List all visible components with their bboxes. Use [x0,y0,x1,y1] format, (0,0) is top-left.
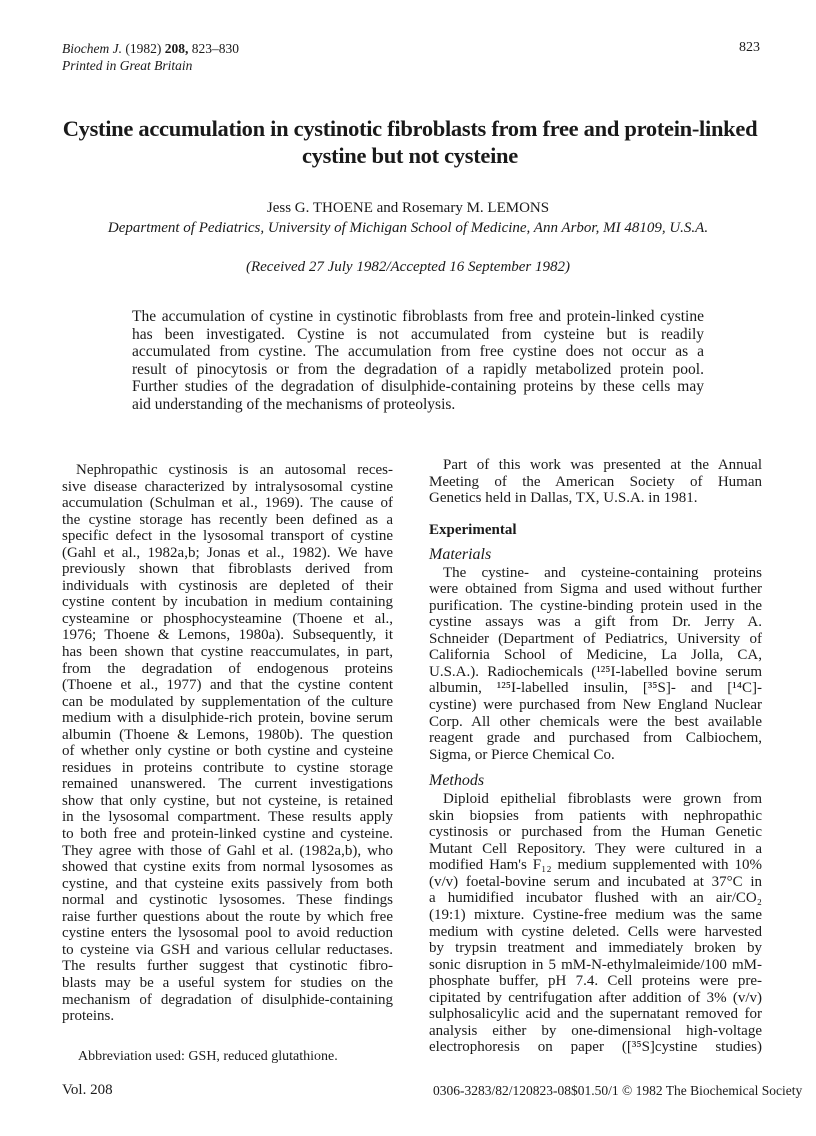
text-line: cystine, and that cysteine exits passively from both [62,875,393,892]
materials-paragraph [429,565,762,764]
text-line: Schneider (Department of Pediatrics, University of [429,630,762,647]
introduction [62,462,393,1025]
text-line: has been investigated. Cystine is not accumulated from cysteine but is readily [132,325,704,343]
text-line: U.S.A.). Radiochemicals (¹²⁵I-labelled bovine serum [429,663,762,680]
text-line: The cystine- and cysteine-containing proteins [443,564,762,581]
received-dates: (Received 27 July 1982/Accepted 16 September 1982) [245,259,571,275]
text-line: Sigma, or Pierce Chemical Co. [429,746,615,763]
text-line: skin biopsies from patients with nephropathic [429,807,762,824]
copyright-line: 0306-3283/82/120823-08$01.50/1 © 1982 The Biochemical Society [433,1083,803,1098]
left-column [62,462,393,1025]
authors: Jess G. THOENE and Rosemary M. LEMONS [266,200,550,216]
subheading-methods: Methods [429,772,485,790]
text-line: purification. The cystine-binding protein used in the [429,597,762,614]
text-line: cystinosis or purchased from the Human Genetic [429,824,762,841]
text-line: by trypsin treatment and immediately broken by [429,940,762,957]
methods-paragraph [429,791,762,1056]
text-line: Nephropathic cystinosis is an autosomal reces- [76,462,393,478]
text-line: show that only cystine, but not cysteine, is retained [62,792,393,809]
journal-name: Biochem J. [62,41,122,56]
text-line: cysteamine or phosphocysteamine (Thoene et al., [62,610,393,627]
text-line: result of pinocytosis or from the degradation of a rapidly metabolized protein pool. [132,360,704,378]
text-line: 1976; Thoene & Lemons, 1980a). Subsequently, it [62,627,393,644]
text-line: of whether only cystine or both cystine and cysteine [62,743,393,760]
text-line: California School of Medicine, La Jolla, CA, [429,647,762,664]
right-column [429,457,762,1056]
text-line: medium with a disulphide-rich protein, bovine serum [62,710,393,727]
text-line: The accumulation of cystine in cystinotic fibroblasts from free and protein-linked cystine [132,308,704,325]
text-line: individuals with cystinosis are depleted of their [62,577,393,594]
text-line: (Gahl et al., 1982a,b; Jonas et al., 1982). We have [62,544,393,561]
text-line: blasts may be a useful system for studies on the [62,974,393,991]
text-line: electrophoresis on paper ([³⁵S]cystine studies) [429,1039,762,1056]
text-line: (Thoene et al., 1977) and that the cystine content [62,677,393,694]
text-line: mechanism of degradation of disulphide-containing [62,991,393,1008]
page-number: 823 [739,40,760,55]
text-line: a humidified incubator flushed with an air/CO₂ [429,890,762,907]
text-line: Mutant Cell Repository. They were cultured in a [429,840,762,857]
text-line: Genetics held in Dallas, TX, U.S.A. in 1981. [429,490,698,507]
journal-year: (1982) [125,41,162,56]
text-line: The results further suggest that cystinotic fibro- [62,958,393,975]
title-line: cystine but not cysteine [302,143,518,168]
text-line: cystine enters the lysosomal pool to avoid reduction [62,925,393,942]
text-line: normal and cystinotic lysosomes. These findings [62,892,393,909]
text-line: proteins. [62,1008,115,1025]
text-line: cystine content by incubation in medium containing [62,594,393,611]
text-line: aid understanding of the mechanisms of proteolysis. [132,395,456,413]
text-line: residues in proteins contribute to cystine storage [62,759,393,776]
abbreviation-footnote: Abbreviation used: GSH, reduced glutathione. [78,1049,338,1064]
text-line: cystine) were purchased from New England Nuclear [429,697,762,714]
text-line: to both free and protein-linked cystine and cysteine. [62,826,393,843]
text-line: sive disease characterized by intralysosomal cystine [62,478,393,495]
presentation-note [429,457,762,507]
abstract [132,308,704,414]
text-line: Diploid epithelial fibroblasts were grown from [443,791,762,808]
text-line: cipitated by centrifugation after addition of 3% (v/v) [429,989,762,1006]
text-line: albumin (Thoene & Lemons, 1980b). The question [62,726,393,743]
text-line: albumin, ¹²⁵I-labelled insulin, [³⁵S]- and [¹⁴C]- [429,680,762,697]
text-line: Corp. All other chemicals were the best available [429,713,762,730]
text-line: reagent grade and purchased from Calbiochem, [429,730,762,747]
text-line: accumulated from cystine. The accumulation from free cystine does not occur as a [132,343,704,361]
text-line: Part of this work was presented at the Annual [443,457,762,473]
text-line: sulphosalicylic acid and the supernatant removed for [429,1006,762,1023]
text-line: Meeting of the American Society of Human [429,473,762,490]
text-line: accumulation (Schulman et al., 1969). The cause of [62,495,393,512]
text-line: medium with cystine deleted. Cells were harvested [429,923,762,940]
journal-citation [62,40,239,74]
section-heading-experimental: Experimental [429,521,517,538]
text-line: (19:1) mixture. Cystine-free medium was the same [429,907,762,924]
text-line: showed that cystine exits from normal lysosomes as [62,859,393,876]
text-line: cystine assays was a gift from Dr. Jerry A. [429,614,762,631]
text-line: phosphate buffer, pH 7.4. Cell proteins were pre- [429,973,762,990]
text-line: modified Ham's F₁₂ medium supplemented with 10% [429,857,762,874]
journal-volume: 208, [164,41,189,56]
text-line: from the degradation of endogenous proteins [62,660,393,677]
text-line: remained unanswered. The current investigations [62,776,393,793]
text-line: specific defect in the lysosomal transport of cystine [62,528,393,545]
text-line: the cystine storage has recently been defined as a [62,511,393,528]
text-line: raise further questions about the route by which free [62,908,393,925]
text-line: in the lysosomal compartment. These results apply [62,809,393,826]
volume-footer: Vol. 208 [62,1082,113,1098]
text-line: can be modulated by supplementation of the culture [62,693,393,710]
text-line: to cysteine via GSH and various cellular reductases. [62,941,393,958]
printed-in: Printed in Great Britain [62,58,193,73]
text-line: sonic disruption in 5 mM-N-ethylmaleimide/100 mM- [429,956,762,973]
text-line: Further studies of the degradation of disulphide-containing proteins by these cells may [132,378,704,396]
text-line: (v/v) foetal-bovine serum and incubated at 37°C in [429,873,762,890]
title-line: Cystine accumulation in cystinotic fibroblasts from free and protein-linked [62,116,758,141]
text-line: They agree with those of Gahl et al. (1982a,b), who [62,842,393,859]
subheading-materials: Materials [429,545,492,563]
paper-title [40,115,780,169]
text-line: previously shown that fibroblasts derived from [62,561,393,578]
text-line: were obtained from Sigma and used without further [429,581,762,598]
journal-pages: 823–830 [191,41,239,56]
text-line: analysis either by one-dimensional high-voltage [429,1022,762,1039]
affiliation: Department of Pediatrics, University of Michigan School of Medicine, Ann Arbor, MI 48109, U.S.A. [107,220,709,236]
text-line: has been shown that cystine reaccumulates, in part, [62,644,393,661]
